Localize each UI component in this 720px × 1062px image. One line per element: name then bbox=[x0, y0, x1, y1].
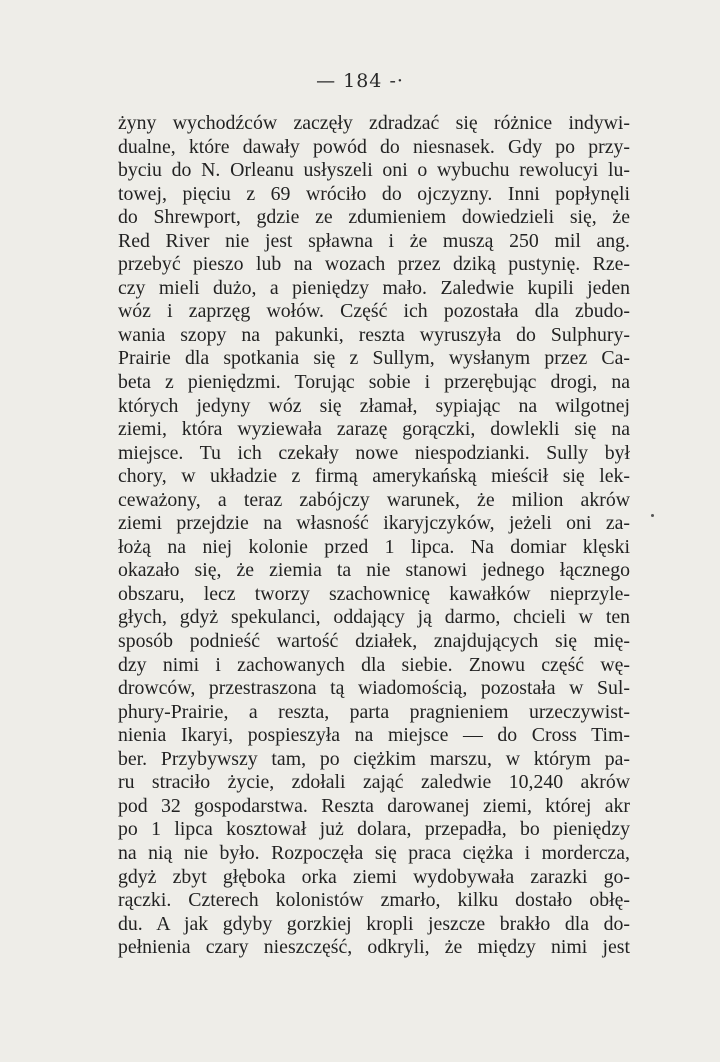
text-line: okazało się, że ziemia ta nie stanowi jednego łącznego bbox=[118, 559, 630, 582]
page-body-text bbox=[118, 112, 630, 960]
text-line: nienia Ikaryi, pospieszyła na miejsce — do Cross Tim- bbox=[118, 724, 630, 747]
text-line: obszaru, lecz tworzy szachownicę kawałków nieprzyle- bbox=[118, 582, 630, 605]
text-line: chory, w układzie z firmą amerykańską mieścił się lek- bbox=[118, 465, 630, 488]
text-line: sposób podnieść wartość działek, znajdujących się mię- bbox=[118, 630, 630, 653]
text-line: ru straciło życie, zdołali zająć zaledwie 10,240 akrów bbox=[118, 771, 630, 794]
page-number-header: — 184 -· bbox=[316, 70, 404, 92]
text-line: wania szopy na pakunki, reszta wyruszyła do Sulphury- bbox=[118, 323, 630, 346]
text-line: gdyż zbyt głęboka orka ziemi wydobywała zarazki go- bbox=[118, 865, 630, 888]
text-line: dzy nimi i zachowanych dla siebie. Znowu część wę- bbox=[118, 653, 630, 676]
text-line: pełnienia czary nieszczęść, odkryli, że między nimi jest bbox=[118, 936, 630, 959]
text-line: przebyć pieszo lub na wozach przez dziką pustynię. Rze- bbox=[118, 253, 630, 276]
text-line: towej, pięciu z 69 wróciło do ojczyzny. Inni popłynęli bbox=[118, 182, 630, 205]
text-line: czy mieli dużo, a pieniędzy mało. Zaledwie kupili jeden bbox=[118, 276, 630, 299]
text-line: byciu do N. Orleanu usłyszeli oni o wybuchu rewolucyi lu- bbox=[118, 159, 630, 182]
text-line: których jedyny wóz się złamał, sypiając na wilgotnej bbox=[118, 394, 630, 417]
text-line: ceważony, a teraz zabójczy warunek, że milion akrów bbox=[118, 488, 630, 511]
text-line: pod 32 gospodarstwa. Reszta darowanej ziemi, której akr bbox=[118, 794, 630, 817]
text-line: phury-Prairie, a reszta, parta pragnieniem urzeczywist- bbox=[118, 700, 630, 723]
print-speck bbox=[651, 514, 654, 517]
text-line: dualne, które dawały powód do niesnasek. Gdy po przy- bbox=[118, 135, 630, 158]
text-line: rączki. Czterech kolonistów zmarło, kilku dostało obłę- bbox=[118, 889, 630, 912]
text-line: po 1 lipca kosztował już dolara, przepadła, bo pieniędzy bbox=[118, 818, 630, 841]
text-line: du. A jak gdyby gorzkiej kropli jeszcze brakło dla do- bbox=[118, 912, 630, 935]
text-line: do Shrewport, gdzie ze zdumieniem dowiedzieli się, że bbox=[118, 206, 630, 229]
text-line: ziemi przejdzie na własność ikaryjczyków, jeżeli oni za- bbox=[118, 512, 630, 535]
text-line: miejsce. Tu ich czekały nowe niespodzianki. Sully był bbox=[118, 441, 630, 464]
text-line: na nią nie było. Rozpoczęła się praca ciężka i mordercza, bbox=[118, 841, 630, 864]
text-line: drowców, przestraszona tą wiadomością, pozostała w Sul- bbox=[118, 677, 630, 700]
text-line: ziemi, która wyziewała zarazę gorączki, dowlekli się na bbox=[118, 418, 630, 441]
text-line: beta z pieniędzmi. Torując sobie i przerębując drogi, na bbox=[118, 371, 630, 394]
text-line: Red River nie jest spławna i że muszą 250 mil ang. bbox=[118, 229, 630, 252]
text-line: ber. Przybywszy tam, po ciężkim marszu, w którym pa- bbox=[118, 747, 630, 770]
text-line: żyny wychodźców zaczęły zdradzać się różnice indywi- bbox=[118, 112, 630, 134]
text-line: wóz i zaprzęg wołów. Część ich pozostała dla zbudo- bbox=[118, 300, 630, 323]
text-line: Prairie dla spotkania się z Sullym, wysłanym przez Ca- bbox=[118, 347, 630, 370]
text-line: łożą na niej kolonie przed 1 lipca. Na domiar klęski bbox=[118, 535, 630, 558]
text-line: głych, gdyż spekulanci, oddający ją darmo, chcieli w ten bbox=[118, 606, 630, 629]
